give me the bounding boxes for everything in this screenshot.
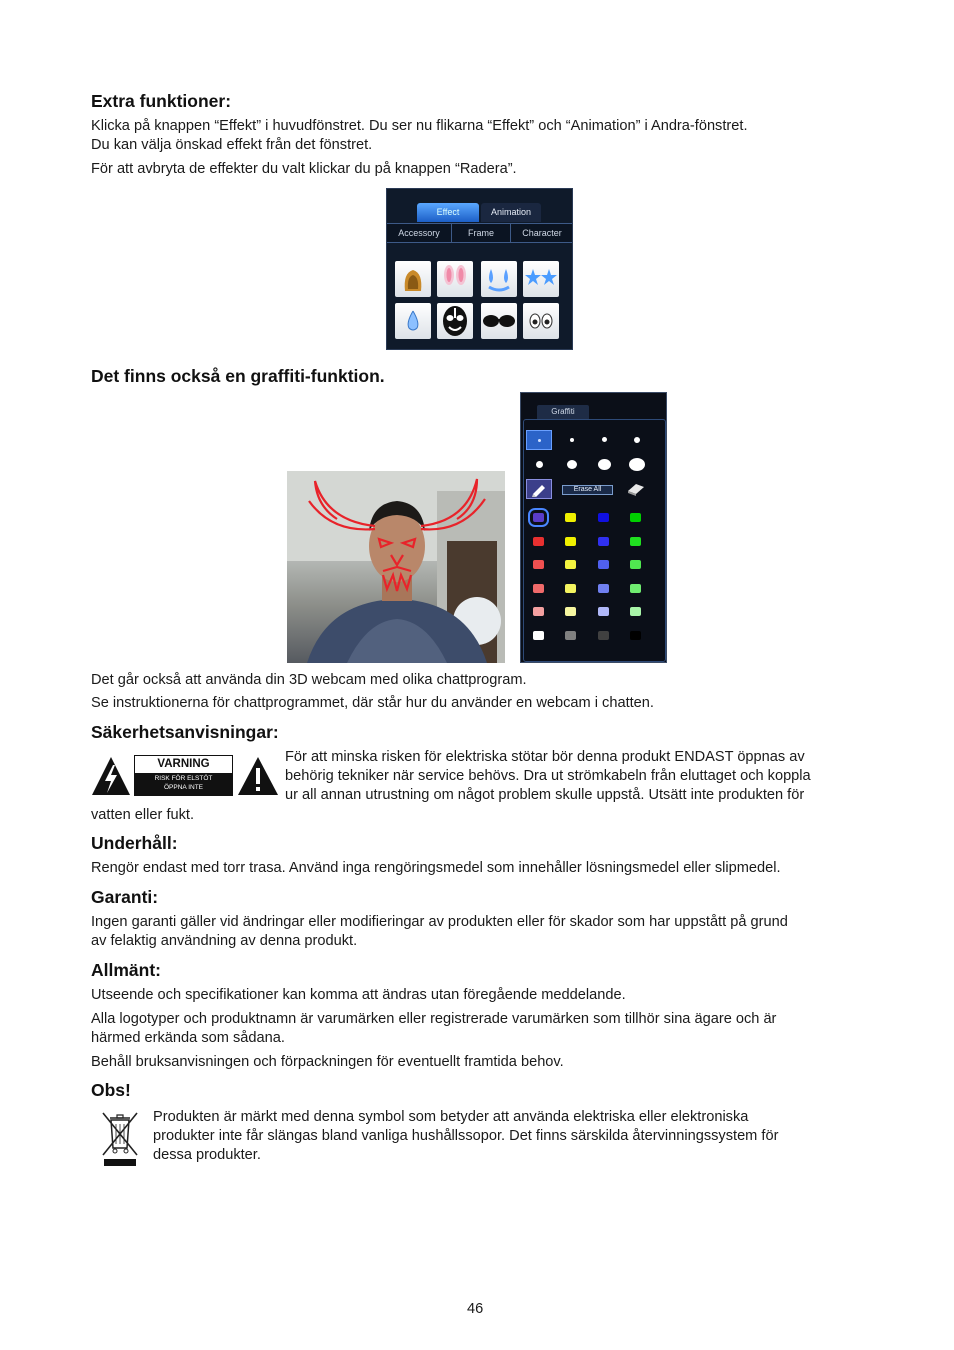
- heading-warranty: Garanti:: [91, 887, 159, 907]
- color-swatch-2-3[interactable]: [630, 560, 641, 569]
- weee-crossed-bin-icon: [100, 1108, 140, 1168]
- heading-general: Allmänt:: [91, 960, 161, 980]
- color-swatch-1-1[interactable]: [565, 537, 576, 546]
- effect-panel-screenshot: [386, 188, 573, 350]
- safety-text-4: vatten eller fukt.: [91, 807, 195, 823]
- color-swatch-2-0[interactable]: [533, 560, 544, 569]
- brush-size-8-button[interactable]: [629, 458, 645, 471]
- obs-text-2: produkter inte får slängas bland vanliga hushållssopor. Det finns särskilda återvinningssystem för: [153, 1128, 779, 1144]
- general-line-2a: Alla logotyper och produktnamn är varumärken eller registrerade varumärken som tillhör sina ägare och är: [91, 1011, 777, 1027]
- color-swatch-0-2[interactable]: [598, 513, 609, 522]
- color-swatch-1-3[interactable]: [630, 537, 641, 546]
- extra-line-1: Klicka på knappen “Effekt” i huvudfönstret. Du ser nu flikarna “Effekt” och “Animation” i Andra-fönstret.: [91, 118, 748, 134]
- tab-effect[interactable]: Effect: [417, 203, 479, 222]
- general-line-2b: härmed erkända som sådana.: [91, 1030, 285, 1046]
- chat-line-1: Det går också att använda din 3D webcam med olika chattprogram.: [91, 672, 527, 688]
- page-number: 46: [467, 1301, 484, 1317]
- color-swatch-2-2[interactable]: [598, 560, 609, 569]
- color-swatch-5-2[interactable]: [598, 631, 609, 640]
- warning-title: VARNING: [157, 758, 210, 770]
- maintenance-text: Rengör endast med torr trasa. Använd inga rengöringsmedel som innehåller lösningsmedel eller slipmedel.: [91, 860, 781, 876]
- brush-size-5-button[interactable]: [536, 461, 543, 468]
- effect-subtabs: [387, 223, 573, 243]
- effect-item-opera-mask-icon[interactable]: [437, 303, 473, 339]
- color-swatch-4-1[interactable]: [565, 607, 576, 616]
- obs-text-1: Produkten är märkt med denna symbol som betyder att använda elektriska eller elektroniska: [153, 1109, 749, 1125]
- warning-label: [134, 755, 233, 796]
- eraser-tool-button[interactable]: [625, 481, 647, 497]
- webcam-graffiti-photo: [287, 471, 505, 663]
- obs-text-3: dessa produkter.: [153, 1147, 261, 1163]
- color-swatch-3-1[interactable]: [565, 584, 576, 593]
- tab-graffiti[interactable]: Graffiti: [537, 405, 589, 419]
- heading-safety: Säkerhetsanvisningar:: [91, 722, 279, 742]
- effect-item-hair-icon[interactable]: [395, 261, 431, 297]
- eraser-icon: [625, 481, 647, 497]
- heading-extra-functions: Extra funktioner:: [91, 91, 232, 111]
- subtab-character[interactable]: Character: [522, 228, 562, 238]
- heading-obs: Obs!: [91, 1080, 131, 1100]
- color-swatch-3-3[interactable]: [630, 584, 641, 593]
- brush-size-4-button[interactable]: [634, 437, 640, 443]
- safety-text-3: ur all annan utrustning om något problem skulle uppstå. Utsätt inte produkten för: [285, 787, 805, 803]
- heading-maintenance: Underhåll:: [91, 833, 178, 853]
- color-swatch-3-0[interactable]: [533, 584, 544, 593]
- effect-item-tears-icon[interactable]: [481, 261, 517, 297]
- chat-line-2: Se instruktionerna för chattprogrammet, där står hur du använder en webcam i chatten.: [91, 695, 654, 711]
- exclamation-warning-icon: [237, 755, 279, 797]
- brush-size-7-button[interactable]: [598, 459, 611, 470]
- color-swatch-1-2[interactable]: [598, 537, 609, 546]
- warning-subtext: [135, 773, 232, 795]
- extra-line-3: För att avbryta de effekter du valt klickar du på knappen “Radera”.: [91, 161, 517, 177]
- color-swatch-1-0[interactable]: [533, 537, 544, 546]
- color-swatch-5-0[interactable]: [533, 631, 544, 640]
- effect-item-eyes-icon[interactable]: [523, 303, 559, 339]
- color-swatch-0-3[interactable]: [630, 513, 641, 522]
- effect-item-bunny-ears-icon[interactable]: [437, 261, 473, 297]
- brush-size-3-button[interactable]: [602, 437, 607, 442]
- safety-text-2: behörig tekniker när service behövs. Dra ut strömkabeln från eluttaget och koppla: [285, 768, 811, 784]
- color-swatch-5-1[interactable]: [565, 631, 576, 640]
- color-swatch-3-2[interactable]: [598, 584, 609, 593]
- effect-item-stars-icon[interactable]: [523, 261, 559, 297]
- subtab-frame[interactable]: Frame: [451, 224, 511, 242]
- effect-item-drop-icon[interactable]: [395, 303, 431, 339]
- color-swatch-4-3[interactable]: [630, 607, 641, 616]
- color-swatch-5-3[interactable]: [630, 631, 641, 640]
- color-swatch-4-0[interactable]: [533, 607, 544, 616]
- brush-size-1-button[interactable]: [526, 430, 552, 450]
- warranty-text-1: Ingen garanti gäller vid ändringar eller modifieringar av produkten eller för skador som har uppstått på grund: [91, 914, 788, 930]
- warning-sub-2: ÖPPNA INTE: [163, 783, 203, 791]
- color-palette: [521, 508, 667, 648]
- subtab-accessory[interactable]: Accessory: [398, 228, 440, 238]
- safety-text-1: För att minska risken för elektriska stötar bör denna produkt ENDAST öppnas av: [285, 749, 805, 765]
- erase-all-button[interactable]: Erase All: [562, 485, 613, 495]
- color-swatch-2-1[interactable]: [565, 560, 576, 569]
- brush-size-2-button[interactable]: [570, 438, 574, 442]
- lightning-warning-icon: [91, 755, 131, 797]
- heading-graffiti: Det finns också en graffiti-funktion.: [91, 366, 385, 386]
- pen-tool-button[interactable]: [526, 479, 552, 499]
- warranty-text-2: av felaktig användning av denna produkt.: [91, 933, 358, 949]
- general-line-3: Behåll bruksanvisningen och förpackningen för eventuellt framtida behov.: [91, 1054, 564, 1070]
- tab-animation[interactable]: Animation: [481, 203, 541, 222]
- graffiti-panel-screenshot: [520, 392, 667, 663]
- pen-icon: [527, 480, 551, 498]
- warning-sub-1: RISK FÖR ELSTÖT: [154, 775, 213, 782]
- extra-line-2: Du kan välja önskad effekt från det fönstret.: [91, 137, 373, 153]
- color-swatch-0-0[interactable]: [533, 513, 544, 522]
- color-swatch-0-1[interactable]: [565, 513, 576, 522]
- color-swatch-4-2[interactable]: [598, 607, 609, 616]
- brush-size-6-button[interactable]: [567, 460, 577, 469]
- general-line-1: Utseende och specifikationer kan komma att ändras utan föregående meddelande.: [91, 987, 626, 1003]
- effect-item-sunglasses-icon[interactable]: [481, 303, 517, 339]
